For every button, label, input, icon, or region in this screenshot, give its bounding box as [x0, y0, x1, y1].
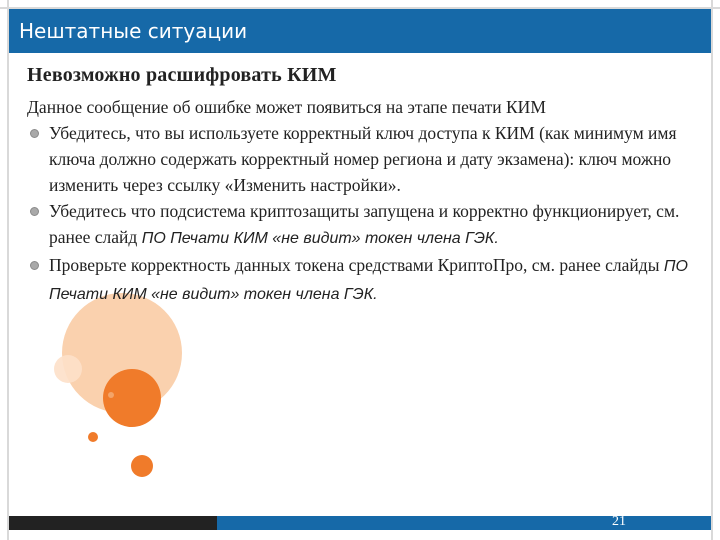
slide-title: Нештатные ситуации: [19, 19, 248, 43]
decor-circle-small: [88, 432, 98, 442]
slide-reference-link[interactable]: ПО Печати КИМ «не видит» токен члена ГЭК.: [141, 230, 499, 247]
footer-bar-blue: [217, 516, 711, 530]
intro-text: Данное сообщение об ошибке может появиться на этапе печати КИМ: [27, 97, 546, 117]
decor-circle-orange: [103, 369, 161, 427]
frame-right-line: [711, 0, 713, 540]
decor-circle-dot: [108, 392, 114, 398]
page-number: 21: [612, 514, 626, 529]
list-item-text: Проверьте корректность данных токена средствами КриптоПро, см. ранее слайды: [49, 255, 664, 275]
list-item: [27, 120, 692, 198]
section-heading: Невозможно расшифровать КИМ: [27, 64, 337, 86]
title-bar: [9, 9, 711, 53]
list-item: [27, 198, 692, 252]
bullet-icon: [30, 207, 39, 216]
slide-reference-link[interactable]: ПО Печати КИМ «не видит» токен члена ГЭК.: [49, 258, 688, 303]
list-item-text: Убедитесь что подсистема криптозащиты запущена и корректно функционирует, см. ранее слайд: [49, 201, 680, 247]
decor-circle-medium: [131, 455, 153, 477]
bullet-icon: [30, 129, 39, 138]
decor-circle-pale: [54, 355, 82, 383]
footer-bar-dark: [9, 516, 217, 530]
slide-content: [27, 60, 692, 308]
list-item: [27, 252, 692, 308]
list-item-text: Убедитесь, что вы используете корректный ключ доступа к КИМ (как минимум имя ключа должно содержать корректный номер региона и дату экзамена): ключ можно изменить через ссылку «Изменить настройки».: [49, 123, 677, 195]
bullet-list: [27, 120, 692, 308]
frame-left-line: [7, 0, 9, 540]
bullet-icon: [30, 261, 39, 270]
